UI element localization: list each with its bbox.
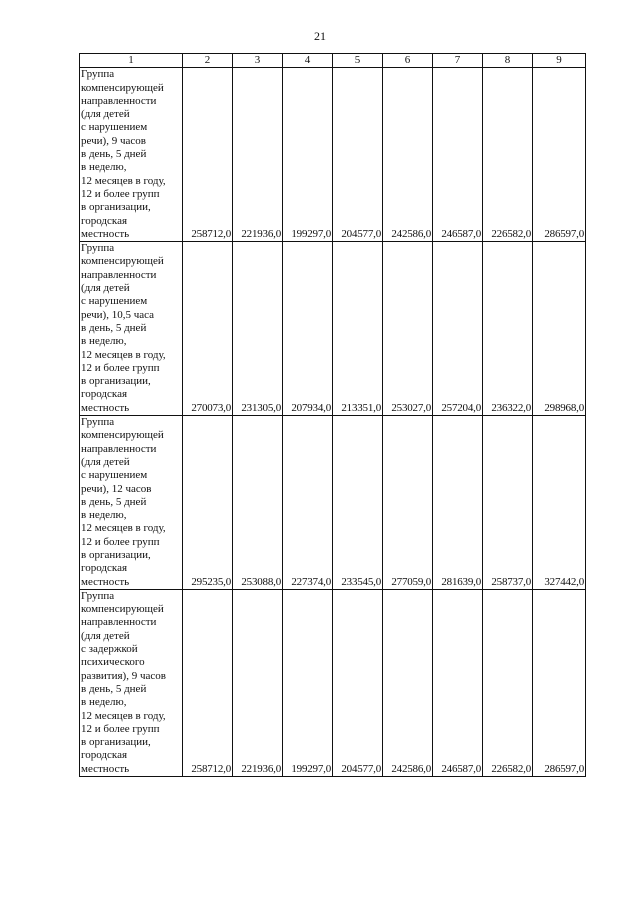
table-cell-value: 242586,0 — [383, 589, 433, 776]
cost-table — [79, 53, 586, 777]
table-cell-value: 298968,0 — [533, 242, 586, 416]
table-cell-value: 327442,0 — [533, 416, 586, 590]
page-number: 21 — [314, 29, 326, 43]
table-cell-value: 258712,0 — [183, 68, 233, 242]
table-cell-value: 199297,0 — [283, 589, 333, 776]
table-cell-value: 233545,0 — [333, 416, 383, 590]
column-header: 1 — [80, 54, 183, 68]
row-description: Группа компенсирующей направленности (для детей с нарушением речи), 9 часов в день, 5 дней в неделю, 12 месяцев в году, 12 и более групп в организации, городская местность — [80, 68, 183, 242]
table-cell-value: 221936,0 — [233, 68, 283, 242]
column-header: 8 — [483, 54, 533, 68]
table-cell-value: 253088,0 — [233, 416, 283, 590]
table-cell-value: 227374,0 — [283, 416, 333, 590]
table-cell-value: 277059,0 — [383, 416, 433, 590]
table-cell-value: 258712,0 — [183, 589, 233, 776]
table-cell-value: 253027,0 — [383, 242, 433, 416]
table-cell-value: 226582,0 — [483, 68, 533, 242]
row-description: Группа компенсирующей направленности (для детей с нарушением речи), 12 часов в день, 5 дней в неделю, 12 месяцев в году, 12 и более групп в организации, городская местность — [80, 416, 183, 590]
table-cell-value: 246587,0 — [433, 68, 483, 242]
table-cell-value: 226582,0 — [483, 589, 533, 776]
table-row — [80, 242, 586, 416]
table-cell-value: 270073,0 — [183, 242, 233, 416]
row-description: Группа компенсирующей направленности (для детей с задержкой психического развития), 9 часов в день, 5 дней в неделю, 12 месяцев в году, 12 и более групп в организации, городская местность — [80, 589, 183, 776]
table-row — [80, 589, 586, 776]
table-cell-value: 236322,0 — [483, 242, 533, 416]
row-description: Группа компенсирующей направленности (для детей с нарушением речи), 10,5 часа в день, 5 дней в неделю, 12 месяцев в году, 12 и более групп в организации, городская местность — [80, 242, 183, 416]
table-cell-value: 257204,0 — [433, 242, 483, 416]
table-cell-value: 286597,0 — [533, 68, 586, 242]
table-cell-value: 231305,0 — [233, 242, 283, 416]
table-row — [80, 68, 586, 242]
column-header: 9 — [533, 54, 586, 68]
table-cell-value: 281639,0 — [433, 416, 483, 590]
table-cell-value: 221936,0 — [233, 589, 283, 776]
table-cell-value: 295235,0 — [183, 416, 233, 590]
table-cell-value: 213351,0 — [333, 242, 383, 416]
table-header-row — [80, 54, 586, 68]
table-cell-value: 242586,0 — [383, 68, 433, 242]
table-cell-value: 199297,0 — [283, 68, 333, 242]
table-cell-value: 258737,0 — [483, 416, 533, 590]
column-header: 4 — [283, 54, 333, 68]
column-header: 6 — [383, 54, 433, 68]
table-cell-value: 204577,0 — [333, 589, 383, 776]
column-header: 2 — [183, 54, 233, 68]
column-header: 7 — [433, 54, 483, 68]
table-row — [80, 416, 586, 590]
table-cell-value: 246587,0 — [433, 589, 483, 776]
column-header: 5 — [333, 54, 383, 68]
table-cell-value: 204577,0 — [333, 68, 383, 242]
table-cell-value: 286597,0 — [533, 589, 586, 776]
table-cell-value: 207934,0 — [283, 242, 333, 416]
column-header: 3 — [233, 54, 283, 68]
